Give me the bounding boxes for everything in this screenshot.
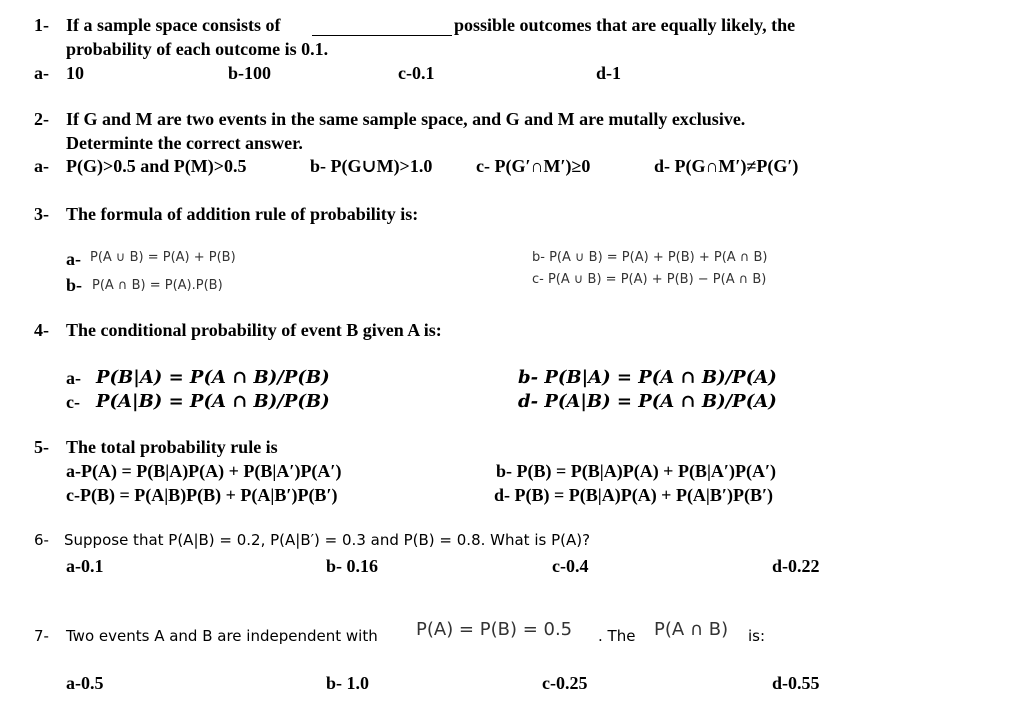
q4-text: The conditional probability of event B given A is: [66, 320, 442, 340]
q4-number: 4- [34, 320, 49, 340]
q4-option-a-label: a- [66, 368, 81, 388]
q7-text-mid: . The [598, 627, 636, 645]
q2-text: If G and M are two events in the same sample space, and G and M are mutally exclusive. [66, 109, 746, 129]
q2-number: 2- [34, 109, 49, 129]
q1-answer-blank [312, 18, 452, 36]
q2-text-cont: Determinte the correct answer. [66, 133, 303, 153]
q1-text-start: If a sample space consists of [66, 15, 281, 35]
q7-math-intersection: P(A ∩ B) [654, 619, 729, 640]
q3-option-b-label: b- [66, 275, 83, 295]
q3-number: 3- [34, 204, 49, 224]
q7-option-c: c-0.25 [542, 673, 588, 693]
q2-option-c: c- P(G′∩M′)≥0 [476, 156, 591, 176]
q1-option-b: b-100 [228, 63, 272, 83]
q6-option-a: a-0.1 [66, 556, 104, 576]
q3-option-c: c- P(A ∪ B) = P(A) + P(B) − P(A ∩ B) [532, 272, 767, 287]
q5-number: 5- [34, 437, 49, 457]
q1-number: 1- [34, 15, 49, 35]
q6-text: Suppose that P(A|B) = 0.2, P(A|B′) = 0.3 and P(B) = 0.8. What is P(A)? [64, 531, 591, 549]
q5-text: The total probability rule is [66, 437, 278, 457]
q4-option-c: P(A|B) = P(A ∩ B)/P(B) [96, 391, 330, 412]
q4-option-b: b- P(B|A) = P(A ∩ B)/P(A) [518, 367, 777, 388]
q7-option-d: d-0.55 [772, 673, 820, 693]
q4-option-a: P(B|A) = P(A ∩ B)/P(B) [96, 367, 330, 388]
q4-option-c-label: c- [66, 392, 80, 412]
q6-option-b: b- 0.16 [326, 556, 379, 576]
q3-option-a-label: a- [66, 249, 81, 269]
q5-option-c: c-P(B) = P(A|B)P(B) + P(A|B′)P(B′) [66, 485, 338, 505]
q1-text-end: possible outcomes that are equally likely, the [454, 15, 796, 35]
q6-option-d: d-0.22 [772, 556, 820, 576]
q7-math-equal-probabilities: P(A) = P(B) = 0.5 [416, 619, 573, 640]
q1-option-a-label: a- [34, 63, 49, 83]
q3-option-b: P(A ∩ B) = P(A).P(B) [92, 278, 223, 293]
q7-number: 7- [34, 627, 49, 645]
q3-option-b-right: b- P(A ∪ B) = P(A) + P(B) + P(A ∩ B) [532, 250, 768, 265]
q7-option-a: a-0.5 [66, 673, 104, 693]
q1-option-c: c-0.1 [398, 63, 435, 83]
q4-option-d: d- P(A|B) = P(A ∩ B)/P(A) [518, 391, 777, 412]
q7-text-start: Two events A and B are independent with [66, 627, 378, 645]
q3-option-a: P(A ∪ B) = P(A) + P(B) [90, 250, 236, 265]
q6-option-c: c-0.4 [552, 556, 589, 576]
q2-option-d: d- P(G∩M′)≠P(G′) [654, 156, 799, 176]
q7-option-b: b- 1.0 [326, 673, 370, 693]
q2-option-a: P(G)>0.5 and P(M)>0.5 [66, 156, 247, 176]
q2-option-a-label: a- [34, 156, 49, 176]
q6-number: 6- [34, 531, 49, 549]
q1-text-cont: probability of each outcome is 0.1. [66, 39, 329, 59]
q1-option-d: d-1 [596, 63, 622, 83]
q5-option-a: a-P(A) = P(B|A)P(A) + P(B|A′)P(A′) [66, 461, 342, 481]
q5-option-d: d- P(B) = P(B|A)P(A) + P(A|B′)P(B′) [494, 485, 774, 505]
q2-option-b: b- P(G∪M)>1.0 [310, 156, 433, 176]
q7-text-end: is: [748, 627, 766, 645]
q5-option-b: b- P(B) = P(B|A)P(A) + P(B|A′)P(A′) [496, 461, 777, 481]
q1-option-a: 10 [66, 63, 84, 83]
q3-text: The formula of addition rule of probability is: [66, 204, 419, 224]
